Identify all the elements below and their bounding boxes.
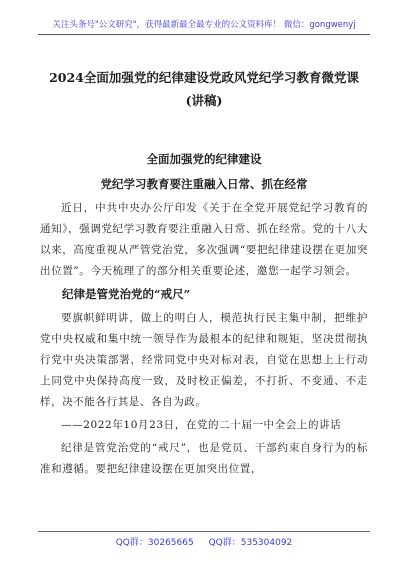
footer	[0, 535, 408, 548]
paragraph-2: 要旗帜鲜明讲，做上的明白人，模范执行民主集中制，把维护党中央权威和集中统一领导作为最根本的纪律和规矩，坚决贯彻执行党中央决策部署，经常同党中央对标对表，自觉在思想上上行动上同党中央保持高度一致，及时校正偏差，不打折、不变通、不走样，决不能各行其是、各自为政。	[40, 312, 368, 408]
speech-citation: ——2022年10月23日，在党的二十届一中全会上的讲话	[61, 419, 342, 431]
footer-qq-group-1: QQ群：30265665	[115, 538, 194, 548]
header-divider	[38, 34, 370, 35]
document-title: 2024全面加强党的纪律建设党政风党纪学习教育微党课(讲稿)	[49, 70, 359, 108]
paragraph-1: 近日，中共中央办公厅印发《关于在全党开展党纪学习教育的通知》，强调党纪学习教育要注重融入日常、抓在经常。党的十八大以来，高度重视从严管党治党，多次强调“要把纪律建设摆在更加突出位置”。今天梳理了的部分相关重要论述，邀您一起学习领会。	[40, 202, 368, 277]
subheading: 党纪学习教育要注重融入日常、抓在经常	[100, 177, 308, 191]
paragraph-4: 纪律是管党治党的“戒尺”，也是党员、干部约束自身行为的标准和遵循。要把纪律建设摆在更加突出位置，	[40, 442, 368, 475]
footer-qq-group-2: QQ群：535304092	[208, 538, 293, 548]
section-heading: 全面加强党的纪律建设	[146, 152, 262, 166]
heading-discipline-ruler: 纪律是管党治党的“戒尺”	[62, 287, 191, 301]
document-body	[40, 66, 368, 482]
header-banner: 关注头条号"公文研究"，获得最新最全最专业的公文资料库！ 微信：gongwenyj	[52, 20, 356, 30]
footer-divider	[38, 531, 370, 532]
